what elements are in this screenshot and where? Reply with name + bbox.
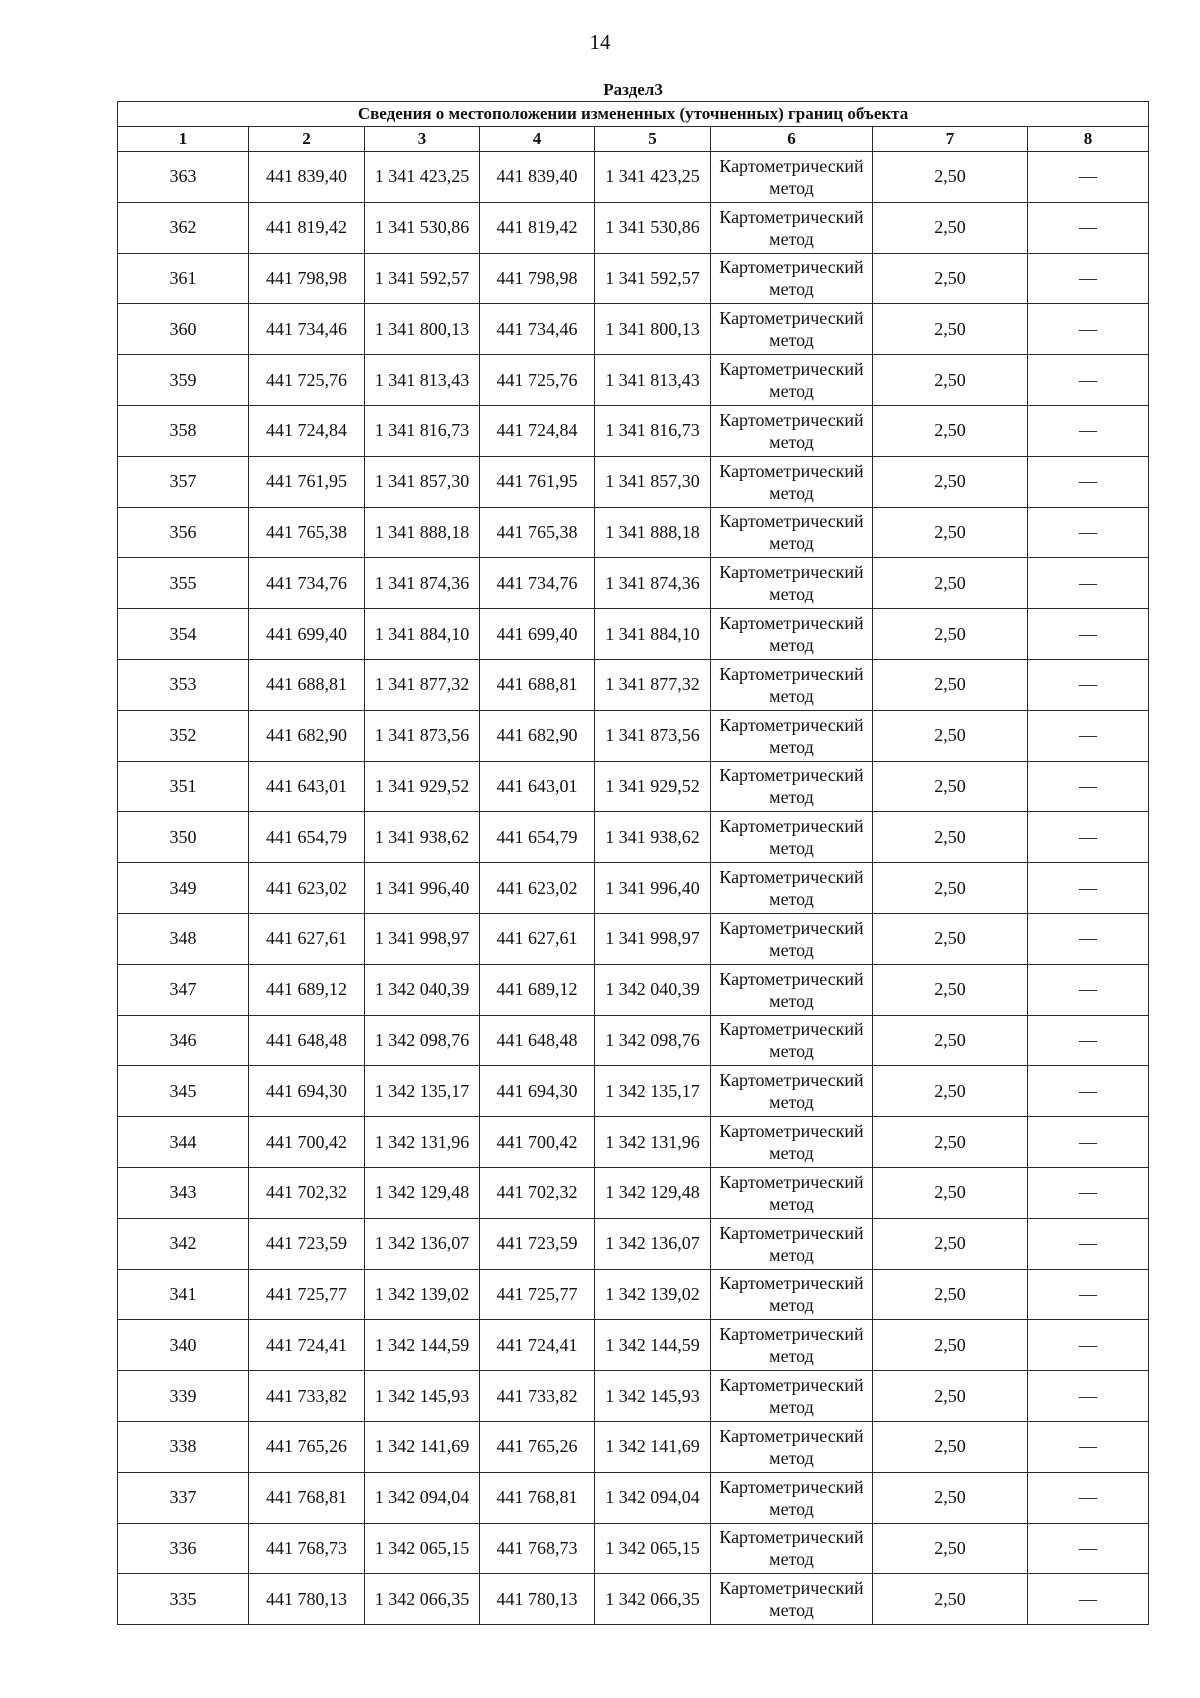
new-y-cell: 1 342 136,07 xyxy=(595,1218,711,1269)
existing-x-cell: 441 765,38 xyxy=(249,507,365,558)
note-cell: — xyxy=(1028,1015,1149,1066)
method-cell: Картометрический метод xyxy=(711,1523,873,1574)
note-cell: — xyxy=(1028,761,1149,812)
new-y-cell: 1 341 938,62 xyxy=(595,812,711,863)
existing-x-cell: 441 688,81 xyxy=(249,659,365,710)
existing-y-cell: 1 342 129,48 xyxy=(365,1167,480,1218)
note-cell: — xyxy=(1028,355,1149,406)
existing-y-cell: 1 341 929,52 xyxy=(365,761,480,812)
method-cell: Картометрический метод xyxy=(711,1066,873,1117)
existing-y-cell: 1 342 040,39 xyxy=(365,964,480,1015)
new-y-cell: 1 341 813,43 xyxy=(595,355,711,406)
section-label: Раздел3 xyxy=(118,79,1149,102)
new-x-cell: 441 623,02 xyxy=(480,863,595,914)
table-row xyxy=(118,761,1149,812)
new-x-cell: 441 724,41 xyxy=(480,1320,595,1371)
point-number-cell: 355 xyxy=(118,558,249,609)
existing-x-cell: 441 798,98 xyxy=(249,253,365,304)
accuracy-cell: 2,50 xyxy=(873,355,1028,406)
new-x-cell: 441 768,81 xyxy=(480,1472,595,1523)
accuracy-cell: 2,50 xyxy=(873,304,1028,355)
column-number: 4 xyxy=(480,127,595,152)
accuracy-cell: 2,50 xyxy=(873,1320,1028,1371)
accuracy-cell: 2,50 xyxy=(873,1472,1028,1523)
new-y-cell: 1 341 592,57 xyxy=(595,253,711,304)
existing-y-cell: 1 341 884,10 xyxy=(365,609,480,660)
point-number-cell: 353 xyxy=(118,659,249,710)
accuracy-cell: 2,50 xyxy=(873,456,1028,507)
existing-y-cell: 1 341 874,36 xyxy=(365,558,480,609)
point-number-cell: 341 xyxy=(118,1269,249,1320)
boundary-coordinates-table xyxy=(117,79,1149,1625)
new-x-cell: 441 682,90 xyxy=(480,710,595,761)
existing-x-cell: 441 627,61 xyxy=(249,913,365,964)
note-cell: — xyxy=(1028,507,1149,558)
accuracy-cell: 2,50 xyxy=(873,609,1028,660)
existing-x-cell: 441 643,01 xyxy=(249,761,365,812)
note-cell: — xyxy=(1028,1066,1149,1117)
point-number-cell: 348 xyxy=(118,913,249,964)
existing-x-cell: 441 768,73 xyxy=(249,1523,365,1574)
point-number-cell: 337 xyxy=(118,1472,249,1523)
point-number-cell: 354 xyxy=(118,609,249,660)
method-cell: Картометрический метод xyxy=(711,304,873,355)
table-row xyxy=(118,405,1149,456)
accuracy-cell: 2,50 xyxy=(873,913,1028,964)
method-cell: Картометрический метод xyxy=(711,1117,873,1168)
method-cell: Картометрический метод xyxy=(711,1421,873,1472)
existing-y-cell: 1 341 998,97 xyxy=(365,913,480,964)
point-number-cell: 356 xyxy=(118,507,249,558)
table-title: Сведения о местоположении измененных (уточненных) границ объекта xyxy=(118,102,1149,127)
column-number: 7 xyxy=(873,127,1028,152)
accuracy-cell: 2,50 xyxy=(873,710,1028,761)
point-number-cell: 362 xyxy=(118,202,249,253)
method-cell: Картометрический метод xyxy=(711,761,873,812)
method-cell: Картометрический метод xyxy=(711,558,873,609)
point-number-cell: 338 xyxy=(118,1421,249,1472)
new-y-cell: 1 341 888,18 xyxy=(595,507,711,558)
new-x-cell: 441 725,77 xyxy=(480,1269,595,1320)
point-number-cell: 350 xyxy=(118,812,249,863)
table-row xyxy=(118,659,1149,710)
existing-x-cell: 441 682,90 xyxy=(249,710,365,761)
new-x-cell: 441 765,26 xyxy=(480,1421,595,1472)
new-x-cell: 441 627,61 xyxy=(480,913,595,964)
new-x-cell: 441 688,81 xyxy=(480,659,595,710)
accuracy-cell: 2,50 xyxy=(873,1523,1028,1574)
new-y-cell: 1 341 816,73 xyxy=(595,405,711,456)
new-x-cell: 441 694,30 xyxy=(480,1066,595,1117)
existing-x-cell: 441 780,13 xyxy=(249,1574,365,1625)
new-y-cell: 1 341 996,40 xyxy=(595,863,711,914)
method-cell: Картометрический метод xyxy=(711,1218,873,1269)
existing-y-cell: 1 342 135,17 xyxy=(365,1066,480,1117)
table-row xyxy=(118,507,1149,558)
point-number-cell: 357 xyxy=(118,456,249,507)
new-y-cell: 1 342 139,02 xyxy=(595,1269,711,1320)
new-x-cell: 441 643,01 xyxy=(480,761,595,812)
accuracy-cell: 2,50 xyxy=(873,405,1028,456)
table-row xyxy=(118,253,1149,304)
point-number-cell: 361 xyxy=(118,253,249,304)
accuracy-cell: 2,50 xyxy=(873,812,1028,863)
note-cell: — xyxy=(1028,710,1149,761)
accuracy-cell: 2,50 xyxy=(873,152,1028,203)
table-row xyxy=(118,152,1149,203)
accuracy-cell: 2,50 xyxy=(873,761,1028,812)
table-row xyxy=(118,710,1149,761)
note-cell: — xyxy=(1028,558,1149,609)
table-row xyxy=(118,964,1149,1015)
new-y-cell: 1 341 929,52 xyxy=(595,761,711,812)
table-row xyxy=(118,1371,1149,1422)
existing-y-cell: 1 342 144,59 xyxy=(365,1320,480,1371)
point-number-cell: 339 xyxy=(118,1371,249,1422)
existing-x-cell: 441 723,59 xyxy=(249,1218,365,1269)
note-cell: — xyxy=(1028,812,1149,863)
method-cell: Картометрический метод xyxy=(711,202,873,253)
table-row xyxy=(118,202,1149,253)
note-cell: — xyxy=(1028,1472,1149,1523)
existing-y-cell: 1 341 857,30 xyxy=(365,456,480,507)
point-number-cell: 349 xyxy=(118,863,249,914)
accuracy-cell: 2,50 xyxy=(873,1371,1028,1422)
point-number-cell: 343 xyxy=(118,1167,249,1218)
table-row xyxy=(118,1015,1149,1066)
existing-y-cell: 1 341 938,62 xyxy=(365,812,480,863)
new-x-cell: 441 761,95 xyxy=(480,456,595,507)
new-x-cell: 441 780,13 xyxy=(480,1574,595,1625)
existing-y-cell: 1 342 145,93 xyxy=(365,1371,480,1422)
new-y-cell: 1 342 145,93 xyxy=(595,1371,711,1422)
point-number-cell: 340 xyxy=(118,1320,249,1371)
point-number-cell: 352 xyxy=(118,710,249,761)
new-y-cell: 1 342 094,04 xyxy=(595,1472,711,1523)
new-x-cell: 441 734,76 xyxy=(480,558,595,609)
existing-y-cell: 1 342 094,04 xyxy=(365,1472,480,1523)
new-y-cell: 1 342 040,39 xyxy=(595,964,711,1015)
table-row xyxy=(118,609,1149,660)
existing-y-cell: 1 342 139,02 xyxy=(365,1269,480,1320)
point-number-cell: 346 xyxy=(118,1015,249,1066)
point-number-cell: 342 xyxy=(118,1218,249,1269)
new-y-cell: 1 342 135,17 xyxy=(595,1066,711,1117)
accuracy-cell: 2,50 xyxy=(873,507,1028,558)
method-cell: Картометрический метод xyxy=(711,913,873,964)
new-y-cell: 1 341 800,13 xyxy=(595,304,711,355)
new-y-cell: 1 342 066,35 xyxy=(595,1574,711,1625)
method-cell: Картометрический метод xyxy=(711,710,873,761)
table-row xyxy=(118,355,1149,406)
accuracy-cell: 2,50 xyxy=(873,202,1028,253)
existing-x-cell: 441 761,95 xyxy=(249,456,365,507)
existing-y-cell: 1 342 136,07 xyxy=(365,1218,480,1269)
existing-y-cell: 1 342 065,15 xyxy=(365,1523,480,1574)
method-cell: Картометрический метод xyxy=(711,355,873,406)
new-x-cell: 441 654,79 xyxy=(480,812,595,863)
point-number-cell: 351 xyxy=(118,761,249,812)
new-x-cell: 441 648,48 xyxy=(480,1015,595,1066)
note-cell: — xyxy=(1028,1218,1149,1269)
method-cell: Картометрический метод xyxy=(711,253,873,304)
note-cell: — xyxy=(1028,1371,1149,1422)
new-y-cell: 1 341 530,86 xyxy=(595,202,711,253)
method-cell: Картометрический метод xyxy=(711,1371,873,1422)
accuracy-cell: 2,50 xyxy=(873,863,1028,914)
method-cell: Картометрический метод xyxy=(711,1167,873,1218)
point-number-cell: 344 xyxy=(118,1117,249,1168)
existing-y-cell: 1 341 423,25 xyxy=(365,152,480,203)
existing-x-cell: 441 734,46 xyxy=(249,304,365,355)
new-x-cell: 441 798,98 xyxy=(480,253,595,304)
new-x-cell: 441 723,59 xyxy=(480,1218,595,1269)
column-number: 2 xyxy=(249,127,365,152)
point-number-cell: 345 xyxy=(118,1066,249,1117)
new-x-cell: 441 689,12 xyxy=(480,964,595,1015)
new-y-cell: 1 341 884,10 xyxy=(595,609,711,660)
accuracy-cell: 2,50 xyxy=(873,253,1028,304)
existing-x-cell: 441 819,42 xyxy=(249,202,365,253)
accuracy-cell: 2,50 xyxy=(873,1066,1028,1117)
point-number-cell: 363 xyxy=(118,152,249,203)
new-x-cell: 441 733,82 xyxy=(480,1371,595,1422)
table-row xyxy=(118,304,1149,355)
existing-x-cell: 441 699,40 xyxy=(249,609,365,660)
point-number-cell: 358 xyxy=(118,405,249,456)
note-cell: — xyxy=(1028,1269,1149,1320)
table-body xyxy=(118,152,1149,1625)
accuracy-cell: 2,50 xyxy=(873,1218,1028,1269)
note-cell: — xyxy=(1028,964,1149,1015)
new-x-cell: 441 702,32 xyxy=(480,1167,595,1218)
note-cell: — xyxy=(1028,1421,1149,1472)
accuracy-cell: 2,50 xyxy=(873,1421,1028,1472)
method-cell: Картометрический метод xyxy=(711,405,873,456)
note-cell: — xyxy=(1028,863,1149,914)
new-y-cell: 1 342 144,59 xyxy=(595,1320,711,1371)
note-cell: — xyxy=(1028,253,1149,304)
note-cell: — xyxy=(1028,202,1149,253)
table-row xyxy=(118,1472,1149,1523)
method-cell: Картометрический метод xyxy=(711,863,873,914)
existing-x-cell: 441 724,84 xyxy=(249,405,365,456)
method-cell: Картометрический метод xyxy=(711,964,873,1015)
new-x-cell: 441 819,42 xyxy=(480,202,595,253)
existing-y-cell: 1 341 996,40 xyxy=(365,863,480,914)
new-y-cell: 1 342 141,69 xyxy=(595,1421,711,1472)
existing-x-cell: 441 702,32 xyxy=(249,1167,365,1218)
table-row xyxy=(118,1218,1149,1269)
accuracy-cell: 2,50 xyxy=(873,1574,1028,1625)
table-row xyxy=(118,1167,1149,1218)
method-cell: Картометрический метод xyxy=(711,1574,873,1625)
accuracy-cell: 2,50 xyxy=(873,964,1028,1015)
new-y-cell: 1 341 873,56 xyxy=(595,710,711,761)
method-cell: Картометрический метод xyxy=(711,609,873,660)
table-row xyxy=(118,1269,1149,1320)
method-cell: Картометрический метод xyxy=(711,659,873,710)
note-cell: — xyxy=(1028,1167,1149,1218)
existing-x-cell: 441 725,77 xyxy=(249,1269,365,1320)
existing-y-cell: 1 341 800,13 xyxy=(365,304,480,355)
existing-y-cell: 1 341 816,73 xyxy=(365,405,480,456)
existing-x-cell: 441 689,12 xyxy=(249,964,365,1015)
method-cell: Картометрический метод xyxy=(711,152,873,203)
existing-x-cell: 441 623,02 xyxy=(249,863,365,914)
note-cell: — xyxy=(1028,304,1149,355)
table-row xyxy=(118,558,1149,609)
method-cell: Картометрический метод xyxy=(711,812,873,863)
existing-x-cell: 441 694,30 xyxy=(249,1066,365,1117)
column-number: 1 xyxy=(118,127,249,152)
column-number: 6 xyxy=(711,127,873,152)
existing-x-cell: 441 733,82 xyxy=(249,1371,365,1422)
method-cell: Картометрический метод xyxy=(711,1015,873,1066)
point-number-cell: 335 xyxy=(118,1574,249,1625)
note-cell: — xyxy=(1028,405,1149,456)
existing-y-cell: 1 341 592,57 xyxy=(365,253,480,304)
existing-x-cell: 441 839,40 xyxy=(249,152,365,203)
existing-x-cell: 441 768,81 xyxy=(249,1472,365,1523)
note-cell: — xyxy=(1028,1117,1149,1168)
point-number-cell: 359 xyxy=(118,355,249,406)
note-cell: — xyxy=(1028,609,1149,660)
note-cell: — xyxy=(1028,456,1149,507)
point-number-cell: 347 xyxy=(118,964,249,1015)
new-x-cell: 441 734,46 xyxy=(480,304,595,355)
new-x-cell: 441 768,73 xyxy=(480,1523,595,1574)
column-number: 3 xyxy=(365,127,480,152)
existing-y-cell: 1 342 098,76 xyxy=(365,1015,480,1066)
existing-y-cell: 1 342 131,96 xyxy=(365,1117,480,1168)
table-row xyxy=(118,1523,1149,1574)
method-cell: Картометрический метод xyxy=(711,1269,873,1320)
table-row xyxy=(118,1066,1149,1117)
existing-y-cell: 1 341 888,18 xyxy=(365,507,480,558)
accuracy-cell: 2,50 xyxy=(873,1167,1028,1218)
method-cell: Картометрический метод xyxy=(711,456,873,507)
accuracy-cell: 2,50 xyxy=(873,1117,1028,1168)
existing-y-cell: 1 341 873,56 xyxy=(365,710,480,761)
new-y-cell: 1 342 065,15 xyxy=(595,1523,711,1574)
note-cell: — xyxy=(1028,152,1149,203)
point-number-cell: 336 xyxy=(118,1523,249,1574)
new-y-cell: 1 341 874,36 xyxy=(595,558,711,609)
new-y-cell: 1 342 098,76 xyxy=(595,1015,711,1066)
column-number: 5 xyxy=(595,127,711,152)
point-number-cell: 360 xyxy=(118,304,249,355)
existing-x-cell: 441 724,41 xyxy=(249,1320,365,1371)
existing-x-cell: 441 648,48 xyxy=(249,1015,365,1066)
accuracy-cell: 2,50 xyxy=(873,558,1028,609)
new-y-cell: 1 342 129,48 xyxy=(595,1167,711,1218)
table-row xyxy=(118,1574,1149,1625)
table-row xyxy=(118,456,1149,507)
accuracy-cell: 2,50 xyxy=(873,1269,1028,1320)
new-x-cell: 441 724,84 xyxy=(480,405,595,456)
note-cell: — xyxy=(1028,1523,1149,1574)
new-x-cell: 441 765,38 xyxy=(480,507,595,558)
existing-x-cell: 441 654,79 xyxy=(249,812,365,863)
column-number-row xyxy=(118,127,1149,152)
note-cell: — xyxy=(1028,659,1149,710)
column-number: 8 xyxy=(1028,127,1149,152)
existing-y-cell: 1 341 530,86 xyxy=(365,202,480,253)
existing-y-cell: 1 341 813,43 xyxy=(365,355,480,406)
note-cell: — xyxy=(1028,1320,1149,1371)
new-x-cell: 441 725,76 xyxy=(480,355,595,406)
method-cell: Картометрический метод xyxy=(711,507,873,558)
new-x-cell: 441 699,40 xyxy=(480,609,595,660)
existing-x-cell: 441 725,76 xyxy=(249,355,365,406)
new-y-cell: 1 341 857,30 xyxy=(595,456,711,507)
accuracy-cell: 2,50 xyxy=(873,659,1028,710)
table-row xyxy=(118,812,1149,863)
page-number: 14 xyxy=(589,30,611,54)
table-row xyxy=(118,1117,1149,1168)
table-row xyxy=(118,913,1149,964)
table-row xyxy=(118,1421,1149,1472)
existing-y-cell: 1 342 141,69 xyxy=(365,1421,480,1472)
new-y-cell: 1 342 131,96 xyxy=(595,1117,711,1168)
method-cell: Картометрический метод xyxy=(711,1320,873,1371)
existing-y-cell: 1 341 877,32 xyxy=(365,659,480,710)
table-row xyxy=(118,1320,1149,1371)
existing-x-cell: 441 765,26 xyxy=(249,1421,365,1472)
existing-x-cell: 441 734,76 xyxy=(249,558,365,609)
note-cell: — xyxy=(1028,913,1149,964)
new-y-cell: 1 341 877,32 xyxy=(595,659,711,710)
new-y-cell: 1 341 423,25 xyxy=(595,152,711,203)
new-x-cell: 441 839,40 xyxy=(480,152,595,203)
method-cell: Картометрический метод xyxy=(711,1472,873,1523)
existing-y-cell: 1 342 066,35 xyxy=(365,1574,480,1625)
new-y-cell: 1 341 998,97 xyxy=(595,913,711,964)
new-x-cell: 441 700,42 xyxy=(480,1117,595,1168)
existing-x-cell: 441 700,42 xyxy=(249,1117,365,1168)
note-cell: — xyxy=(1028,1574,1149,1625)
accuracy-cell: 2,50 xyxy=(873,1015,1028,1066)
table-row xyxy=(118,863,1149,914)
